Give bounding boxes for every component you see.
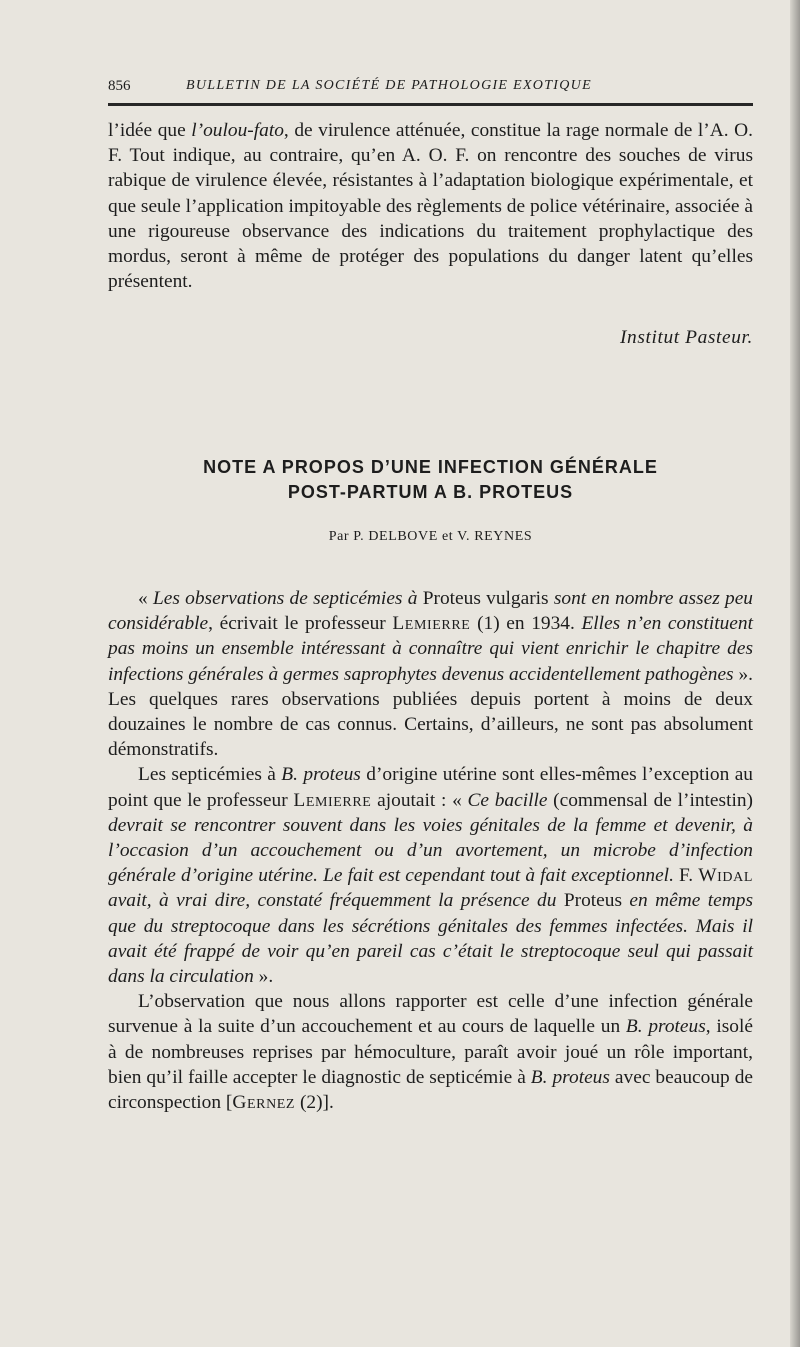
article-title-line-2: POST-PARTUM A B. PROTEUS [287,482,574,502]
article-title [108,455,753,505]
body-paragraph-1: « Les observations de septicémies à Proteus vulgaris sont en nombre assez peu considérable, écrivait le professeur Lemierre (1) en 1934. Elles n’en constituent pas moins un ensemble intéressant à connaître qui vient enrichir le chapitre des infections générales à germes saprophytes devenus accidentellement pathogènes ». Les quelques rares observations publiées depuis portent à moins de deux douzaines le nombre de cas connus. Certains, d’ailleurs, ne sont pas absolument démonstratifs. [108,588,754,761]
previous-article-conclusion [108,118,753,294]
article-body [108,586,753,1115]
institution-signature: Institut Pasteur. [619,327,753,348]
conclusion-paragraph: l’idée que l’oulou-fato, de virulence atténuée, constitue la rage normale de l’A. O. F. Tout indique, au contraire, qu’en A. O. F. on rencontre des souches de virus rabique de virulence élevée, résistantes à l’adaptation biologique expérimentale, et que seule l’application impitoyable des règlements de police vétérinaire, associée à une rigoureuse observance des indications du traitement prophylactique des mordus, seront à même de protéger des populations du danger latent qu’elles présentent. [108,120,753,293]
journal-title: BULLETIN DE LA SOCIÉTÉ DE PATHOLOGIE EXOTIQUE [186,78,592,93]
body-paragraph-2: Les septicémies à B. proteus d’origine utérine sont elles-mêmes l’exception au point que le professeur Lemierre ajoutait : « Ce bacille (commensal de l’intestin) devrait se rencontrer souvent dans les voies génitales de la femme et devenir, à l’occasion d’un accouchement ou d’un avortement, un microbe d’infection générale d’origine utérine. Le fait est cependant tout à fait exceptionnel. F. Widal avait, à vrai dire, constaté fréquemment la présence du Proteus en même temps que du streptocoque dans les sécrétions génitales des femmes infectées. Mais il avait été frappé de voir qu’en pareil cas c’était le streptocoque seul qui passait dans la circulation ». [108,764,753,988]
running-head [108,78,753,102]
page-edge-shadow [790,0,800,1347]
page-number: 856 [108,78,131,94]
article-title-line-1: NOTE A PROPOS D’UNE INFECTION GÉNÉRALE [203,457,658,477]
article-authors: Par P. DELBOVE et V. REYNES [328,529,533,544]
body-paragraph-3: L’observation que nous allons rapporter est celle d’une infection générale survenue à la suite d’un accouchement et au cours de laquelle un B. proteus, isolé à de nombreuses reprises par hémoculture, paraît avoir joué un rôle important, bien qu’il faille accepter le diagnostic de septicémie à B. proteus avec beaucoup de circonspection [Gernez (2)]. [108,991,754,1114]
header-rule [108,103,753,106]
